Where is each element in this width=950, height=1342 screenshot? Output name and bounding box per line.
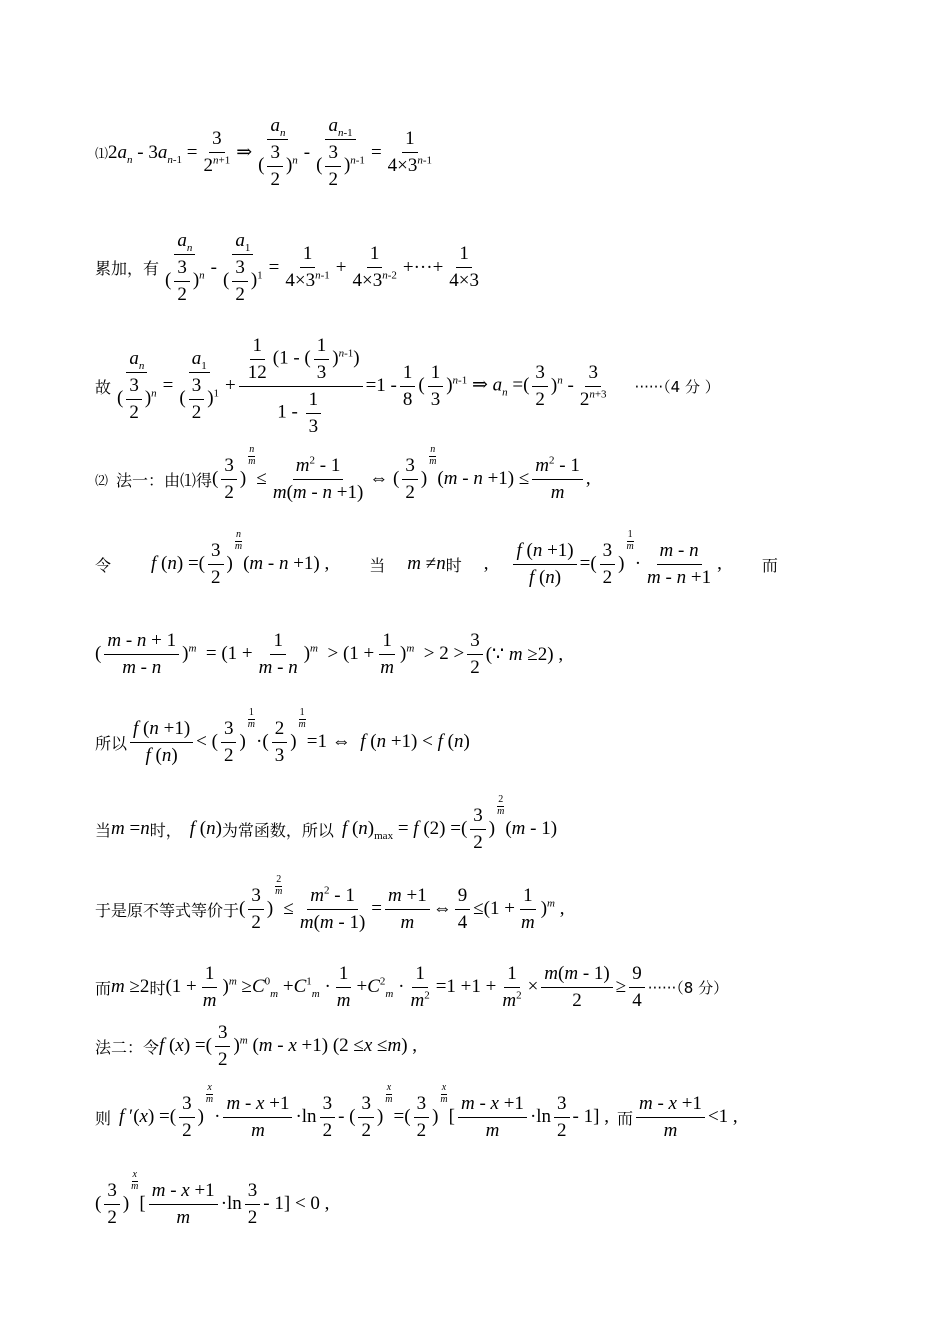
text-dang: 当: [369, 555, 386, 575]
text-changhanshu: 为常函数，所以: [221, 820, 334, 840]
text-yushi: 于是原不等式等价于: [95, 900, 240, 920]
part2-label: ⑵: [95, 472, 109, 488]
equation-line-8: 当 m =n 时， f (n) 为常函数，所以 f $(n)_{max} = f$ (2) =( $\frac{3}{2}$ ) $\frac{2}{m}$ (m - 1): [95, 794, 558, 853]
text-suoyi: 所以: [95, 733, 128, 753]
equation-line-6: ( $\frac{m - n + 1}{m - n}$ )$^m$ = (1 + $\frac{1}{m - n}$ )$^m$ > (1 + $\frac{1}{m}$ )$^m$ > 2 > $\frac{3}{2}$ (∵ m ≥2) ,: [95, 630, 564, 678]
equation-line-2: 累加，有 $a_n$ ( $\frac{3}{2}$ )$^n$ - $a_1$ ( $\frac{3}{2}$ )$^1$ = $\frac{1}{4\times 3^{n-1}}$ + $\frac{1}{4\times 3^{n-2}}$ +···+ $\frac{1}{4\times 3}$: [95, 230, 480, 305]
text-shi3: 时: [149, 978, 166, 998]
equation-line-9: 于是原不等式等价于 ( $\frac{3}{2}$ ) $\frac{2}{m}$ ≤ $\frac{m^2 - 1}{m(m - 1)}$ = $\frac{m +1}{m}$ ⇔ $\frac{9}{4}$ ≤(1 + $\frac{1}{m}$ )$^m$ ,: [95, 874, 565, 933]
text-er3: 而: [616, 1108, 633, 1128]
part1-label: ⑴: [95, 146, 109, 162]
text-leijia: 累加，有: [95, 259, 160, 279]
equation-line-4: ⑵ 法一：由⑴得 ( $\frac{3}{2}$ ) $\frac{n}{m}$ ≤ $\frac{m^2 - 1}{m(m - n +1)}$ ⇔ ( $\frac{3}{2}$ ) $\frac{n}{m}$ (m - n +1) ≤ $\frac{m^2 - 1}{m}$ ,: [95, 444, 591, 503]
equation-line-10: 而 m ≥2 时 (1 + $\frac{1}{m}$ )$^m \ge C^0_m +C^1_m$ · $\frac{1}{m}$ $+C^2_m$ · $\frac{1}{m^2}$ =1 +1 + $\frac{1}{m^2}$ × $\frac{m(m - 1)}{2}$ ≥ $\frac{9}{4}$ ······（8 分）: [95, 963, 729, 1011]
equation-line-12: 则 f ′(x) =( $\frac{3}{2}$ ) $\frac{x}{m}$ · $\frac{m - x +1}{m}$ ·ln $\frac{3}{2}$ - ( $\frac{3}{2}$ ) $\frac{x}{m}$ =( $\frac{3}{2}$ ) $\frac{x}{m}$ [ $\frac{m - x +1}{m}$ ·ln $\frac{3}{2}$ - 1] , 而 $\frac{m - x +1}{m}$ <1 ,: [95, 1082, 738, 1141]
text-dang2: 当: [95, 820, 112, 840]
text-ze: 则: [95, 1108, 112, 1128]
equation-line-13: ( $\frac{3}{2}$ ) $\frac{x}{m}$ [ $\frac{m - x +1}{m}$ ·ln $\frac{3}{2}$ - 1] < 0 ,: [95, 1169, 330, 1228]
equation-line-3: 故 $a_n$ ( $\frac{3}{2}$ )$^n$ = $a_1$ ( $\frac{3}{2}$ )$^1$ + $\frac{1}{12}$ (1 - ( $\frac{1}{3}$ )$^{n-1}$) 1 - $\frac{1}{3}$ =1 - $\frac{1}{8}$ ( $\frac{1}{3}$ )$^{n-1}$ ⇒ $a_n$ =( $\frac{3}{2}$ )$^n$ - $\frac{3}{2^{n+3}}$ ······（4 分 ）: [95, 335, 720, 437]
text-faer: 法二：令: [95, 1037, 160, 1057]
text-er: 而: [761, 555, 778, 575]
equation-line-1: ⑴ $2a_n - 3a_{n-1}$ = $\frac{3}{2^{n+1}}$ ⇒ $a_n$ ( $\frac{3}{2}$ )$^n$ - $a_{n-1}$ ( $\frac{3}{2}$ )$^{n-1}$ = $\frac{1}{4\times 3^{n-1}}$: [95, 115, 433, 190]
equation-line-7: 所以 $\frac{f (n +1)}{f (n)}$ < ( $\frac{3}{2}$ ) $\frac{1}{m}$ ·( $\frac{2}{3}$ ) $\frac{1}{m}$ =1 ⇔ f (n +1) < f (n): [95, 707, 470, 766]
text-ling: 令: [95, 555, 112, 575]
score-8: ······（8 分）: [647, 978, 729, 997]
text-shi2: 时，: [149, 820, 182, 840]
equation-line-5: 令 f (n) =( $\frac{3}{2}$ ) $\frac{n}{m}$ (m - n +1) , 当 m ≠n 时 , $\frac{f (n +1)}{f (n)}$ =( $\frac{3}{2}$ ) $\frac{1}{m}$ · $\frac{m - n}{m - n +1}$ , 而: [95, 529, 778, 588]
text-gu: 故: [95, 377, 112, 397]
score-4: ······（4 分 ）: [634, 377, 720, 396]
text-shi: 时: [445, 555, 462, 575]
text-er2: 而: [95, 978, 112, 998]
text-fayi: 法一：由⑴得: [116, 470, 213, 490]
equation-line-11: 法二：令 f (x) =( $\frac{3}{2}$ )$^m$ (m - x +1) (2 ≤x ≤m) ,: [95, 1022, 418, 1070]
